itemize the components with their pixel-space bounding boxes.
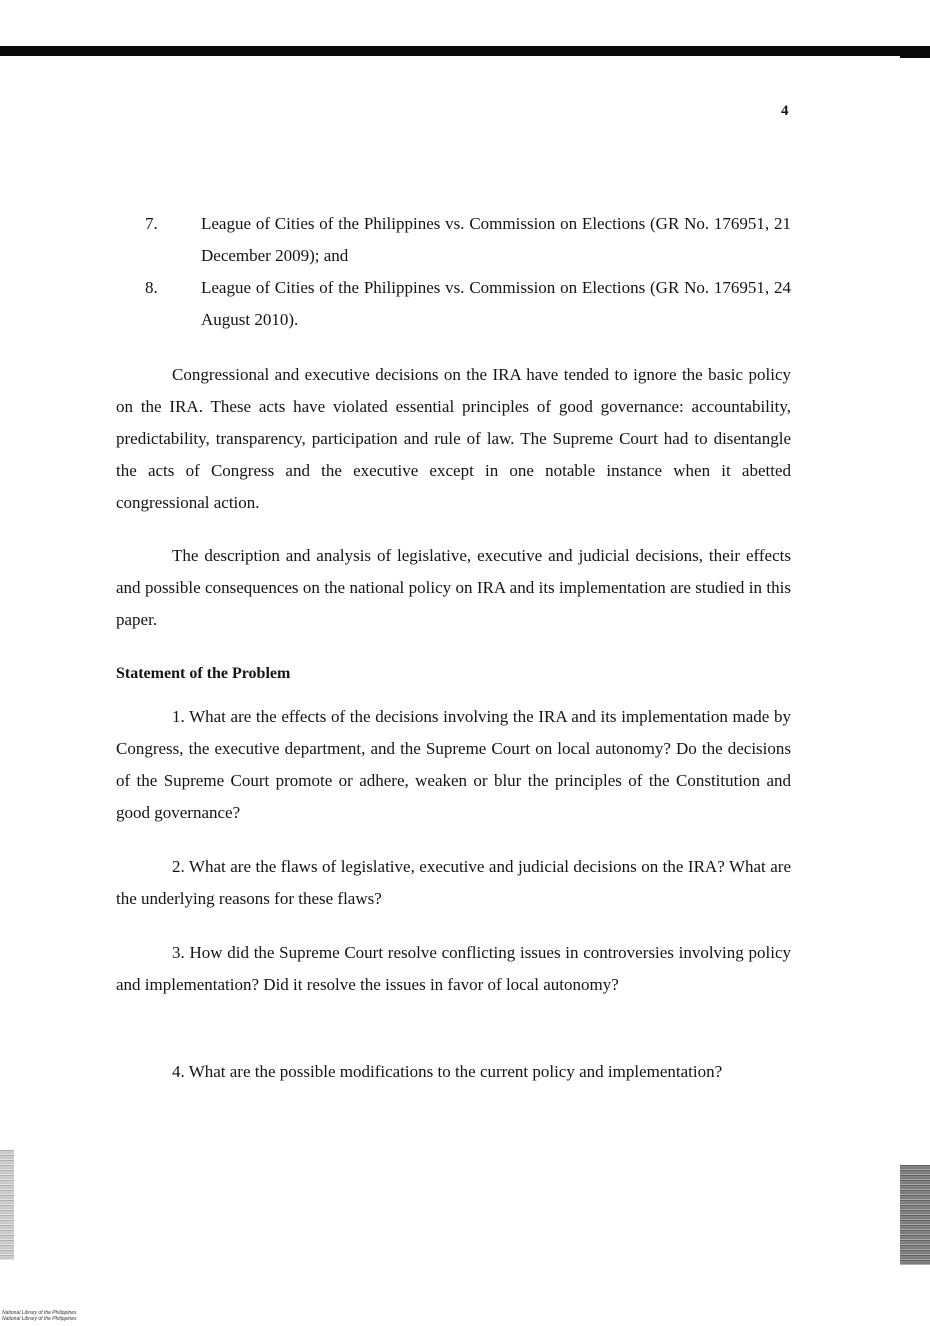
page-number: 4	[781, 103, 789, 119]
watermark-line-1: National Library of the Philippines	[2, 1310, 77, 1316]
question-2: 2. What are the flaws of legislative, executive and judicial decisions on the IRA? What are the underlying reasons for these flaws?	[116, 857, 791, 908]
scan-top-border	[0, 46, 930, 56]
scan-top-border-tail	[900, 50, 930, 58]
paragraph-ira-decisions: Congressional and executive decisions on the IRA have tended to ignore the basic policy on the IRA. These acts have violated essential principles of good governance: accountability, predictability, transparency, participation and rule of law. The Supreme Court had to disentangle the acts of Congress and the executive except in one notable instance when it abetted congressional action.	[116, 365, 791, 512]
question-3: 3. How did the Supreme Court resolve conflicting issues in controversies involving policy and implementation? Did it resolve the issues in favor of local autonomy?	[116, 943, 791, 994]
question-1: 1. What are the effects of the decisions involving the IRA and its implementation made by Congress, the executive department, and the Supreme Court on local autonomy? Do the decisions of the Supreme Court promote or adhere, weaken or blur the principles of the Constitution and good governance?	[116, 707, 791, 822]
scan-noise-left	[0, 1150, 14, 1260]
list-item-7	[145, 208, 791, 272]
question-4: 4. What are the possible modifications to the current policy and implementation?	[172, 1062, 723, 1081]
list-item-text: League of Cities of the Philippines vs. Commission on Elections (GR No. 176951, 24 August 2010).	[201, 278, 791, 329]
list-item-text: League of Cities of the Philippines vs. Commission on Elections (GR No. 176951, 21 December 2009); and	[201, 214, 791, 265]
scan-noise-right	[900, 1165, 930, 1265]
section-heading: Statement of the Problem	[116, 665, 291, 682]
list-item-number: 7.	[145, 214, 158, 233]
list-item-8	[145, 272, 791, 336]
list-item-number: 8.	[145, 278, 158, 297]
library-watermark	[2, 1310, 77, 1322]
watermark-line-2: National Library of the Philippines	[2, 1316, 77, 1322]
paragraph-description: The description and analysis of legislative, executive and judicial decisions, their effects and possible consequences on the national policy on IRA and its implementation are studied in this paper.	[116, 546, 791, 629]
